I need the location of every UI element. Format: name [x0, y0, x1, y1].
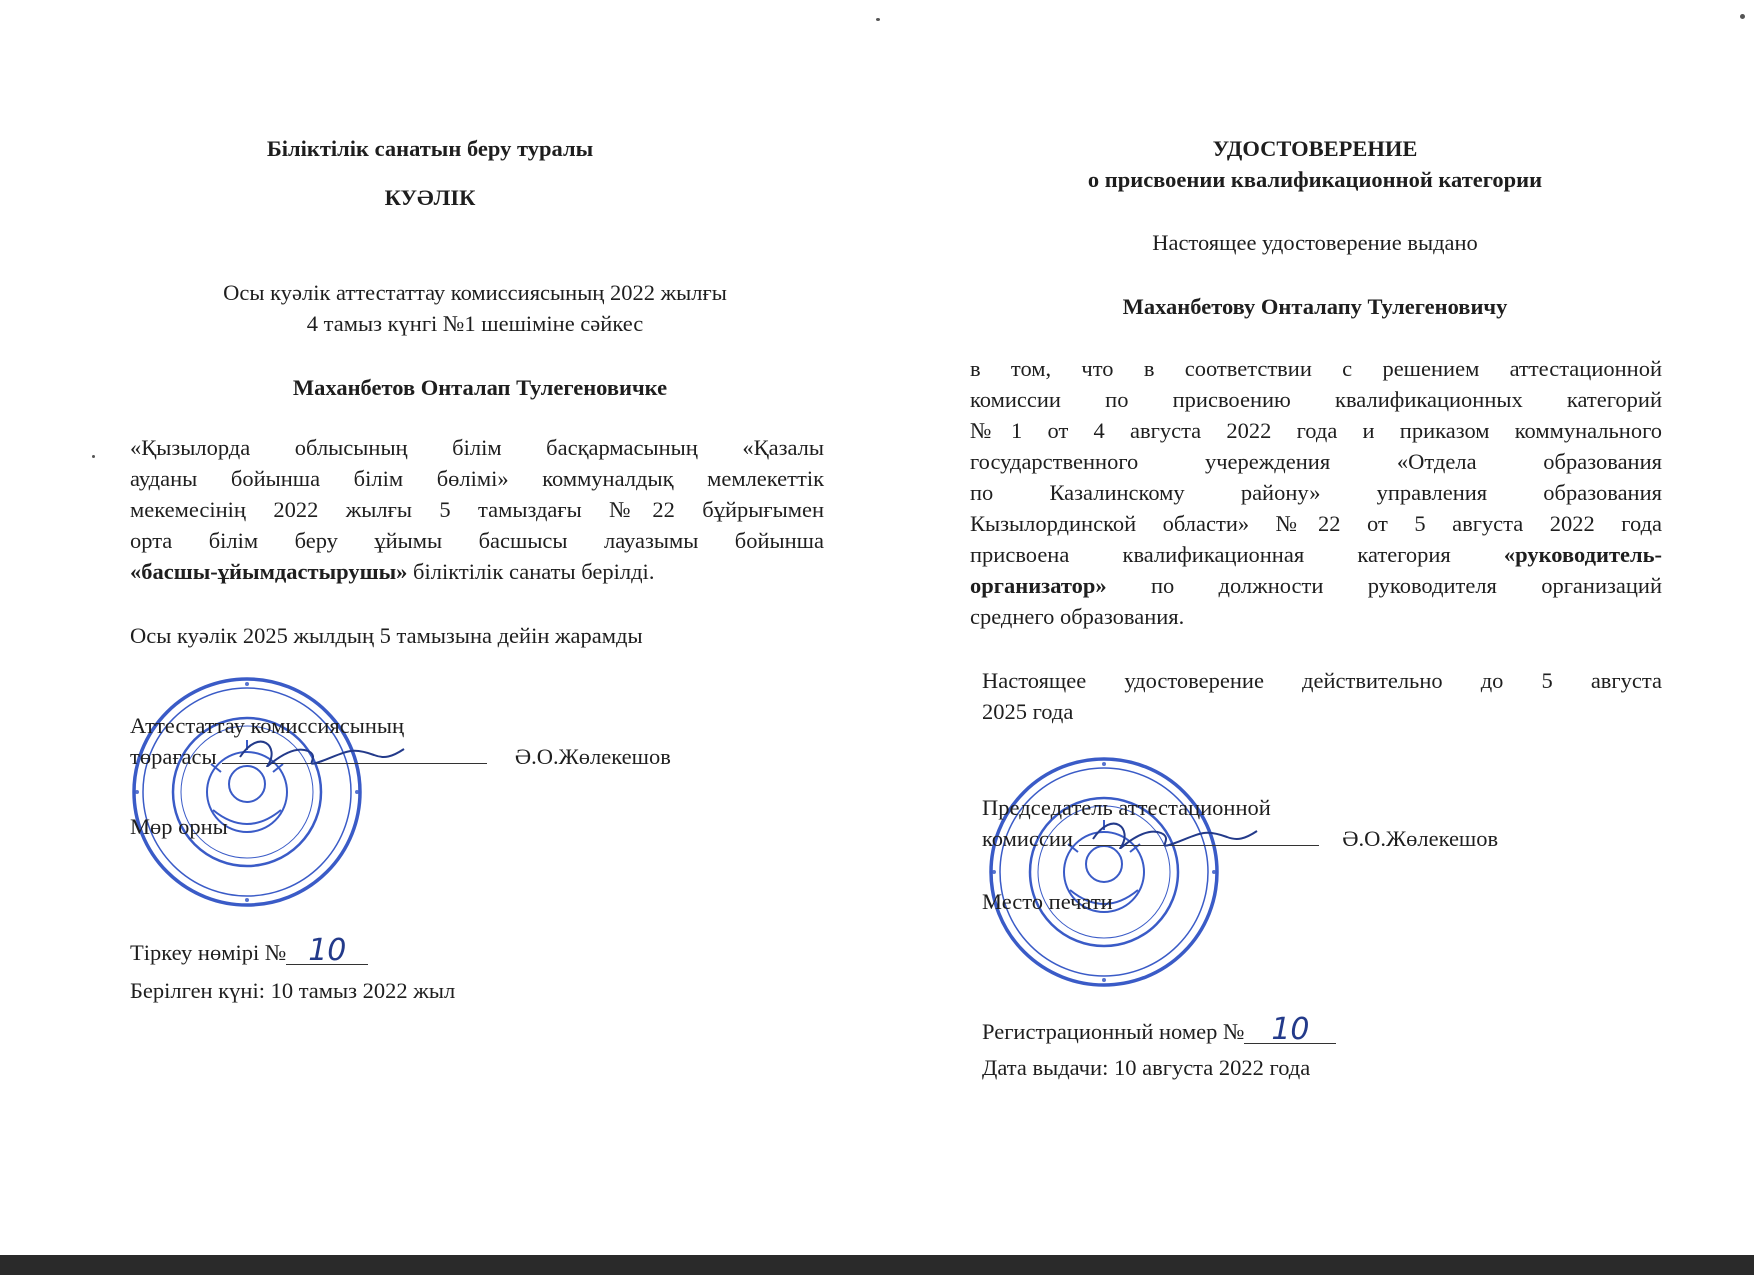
right-category-part1: «руководитель- [1503, 542, 1662, 567]
left-body-line5 [130, 556, 824, 587]
right-chair-line1: Председатель аттестационной [982, 795, 1271, 820]
right-issue-date: Дата выдачи: 10 августа 2022 года [982, 1055, 1311, 1080]
right-body-line5: по Казалинскому району» управления образования [970, 480, 1662, 505]
right-chair-line2: комиссии [982, 826, 1073, 851]
right-chair-name: Ә.О.Жөлекешов [1342, 826, 1499, 851]
left-recipient: Маханбетов Онталап Тулегеновичке [292, 375, 668, 400]
left-signature-line [222, 741, 487, 764]
scan-bottom-edge [0, 1255, 1754, 1275]
left-chair-name: Ә.О.Жөлекешов [514, 744, 671, 769]
left-body-line2: ауданы бойынша білім бөлімі» коммуналдық мемлекеттік [130, 466, 824, 491]
right-body-line8-tail: по должности руководителя организаций [1106, 573, 1662, 598]
right-category-part2: организатор» [970, 573, 1107, 598]
left-body-line1: «Қызылорда облысының білім басқармасының «Қазалы [130, 435, 824, 460]
left-issue-date: Берілген күні: 10 тамыз 2022 жыл [130, 978, 456, 1003]
right-chair-row [982, 823, 1622, 854]
left-reg-label: Тіркеу нөмірі № [130, 940, 287, 965]
right-body-line1: в том, что в соответствии с решением аттестационной [970, 356, 1662, 381]
right-recipient: Маханбетову Онталапу Тулегеновичу [1122, 294, 1508, 319]
left-body-line4: орта білім беру ұйымы басшысы лауазымы бойынша [130, 528, 824, 553]
left-body-line3: мекемесінің 2022 жылғы 5 тамыздағы №22 бұйрығымен [130, 497, 824, 522]
right-reg-row [982, 1012, 1336, 1047]
left-validity: Осы куәлік 2025 жылдың 5 тамызына дейін жарамды [130, 623, 643, 648]
left-category: «басшы-ұйымдастырушы» [130, 559, 408, 584]
right-reg-label: Регистрационный номер № [982, 1019, 1245, 1044]
right-body-line4: государственного учереждения «Отдела образования [970, 449, 1662, 474]
scan-speck [1740, 14, 1745, 19]
right-body-line7-head: присвоена квалификационная категория [970, 542, 1504, 567]
russian-certificate [960, 0, 1670, 1255]
left-official-seal [125, 672, 370, 912]
left-signature [232, 723, 462, 767]
left-heading-line1: Біліктілік санатын беру туралы [266, 136, 594, 161]
left-seal-place: Мөр орны [130, 814, 228, 839]
scan-speck [92, 455, 95, 458]
left-body-line5-tail: біліктілік санаты берілді. [407, 559, 655, 584]
left-chair-line1: Аттестаттау комиссиясының [130, 713, 405, 738]
right-body-line9: среднего образования. [970, 604, 1185, 629]
left-reg-number: 10 [286, 938, 368, 965]
right-official-seal [982, 752, 1227, 992]
right-reg-number: 10 [1244, 1017, 1336, 1044]
right-heading-line1: УДОСТОВЕРЕНИЕ [1212, 136, 1418, 161]
right-body-line6: Кызылординской области» №22 от 5 августа 2022 года [970, 511, 1662, 536]
right-validity-line1: Настоящее удостоверение действительно до 5 августа [982, 668, 1662, 693]
right-signature-line [1079, 823, 1319, 846]
left-intro-line1: Осы куәлік аттестаттау комиссиясының 2022 жылғы [223, 280, 727, 305]
left-chair-row [130, 741, 770, 772]
right-signature [1085, 805, 1315, 849]
left-chair-line2: төрағасы [130, 744, 217, 769]
right-body-line8 [970, 570, 1662, 601]
left-reg-row [130, 933, 368, 968]
left-intro-line2: 4 тамыз күнгі №1 шешіміне сәйкес [306, 311, 644, 336]
right-body-line7 [970, 539, 1662, 570]
right-validity-line2: 2025 года [982, 699, 1074, 724]
kazakh-certificate [130, 0, 830, 1255]
left-heading-line2: КУӘЛІК [384, 185, 476, 210]
right-body-line3: №1 от 4 августа 2022 года и приказом коммунального [970, 418, 1662, 443]
right-seal-place: Место печати [982, 889, 1113, 914]
scan-speck [876, 18, 880, 21]
right-issued-to: Настоящее удостоверение выдано [1152, 230, 1478, 255]
right-body-line2: комиссии по присвоению квалификационных категорий [970, 387, 1662, 412]
right-heading-line2: о присвоении квалификационной категории [1087, 167, 1543, 192]
